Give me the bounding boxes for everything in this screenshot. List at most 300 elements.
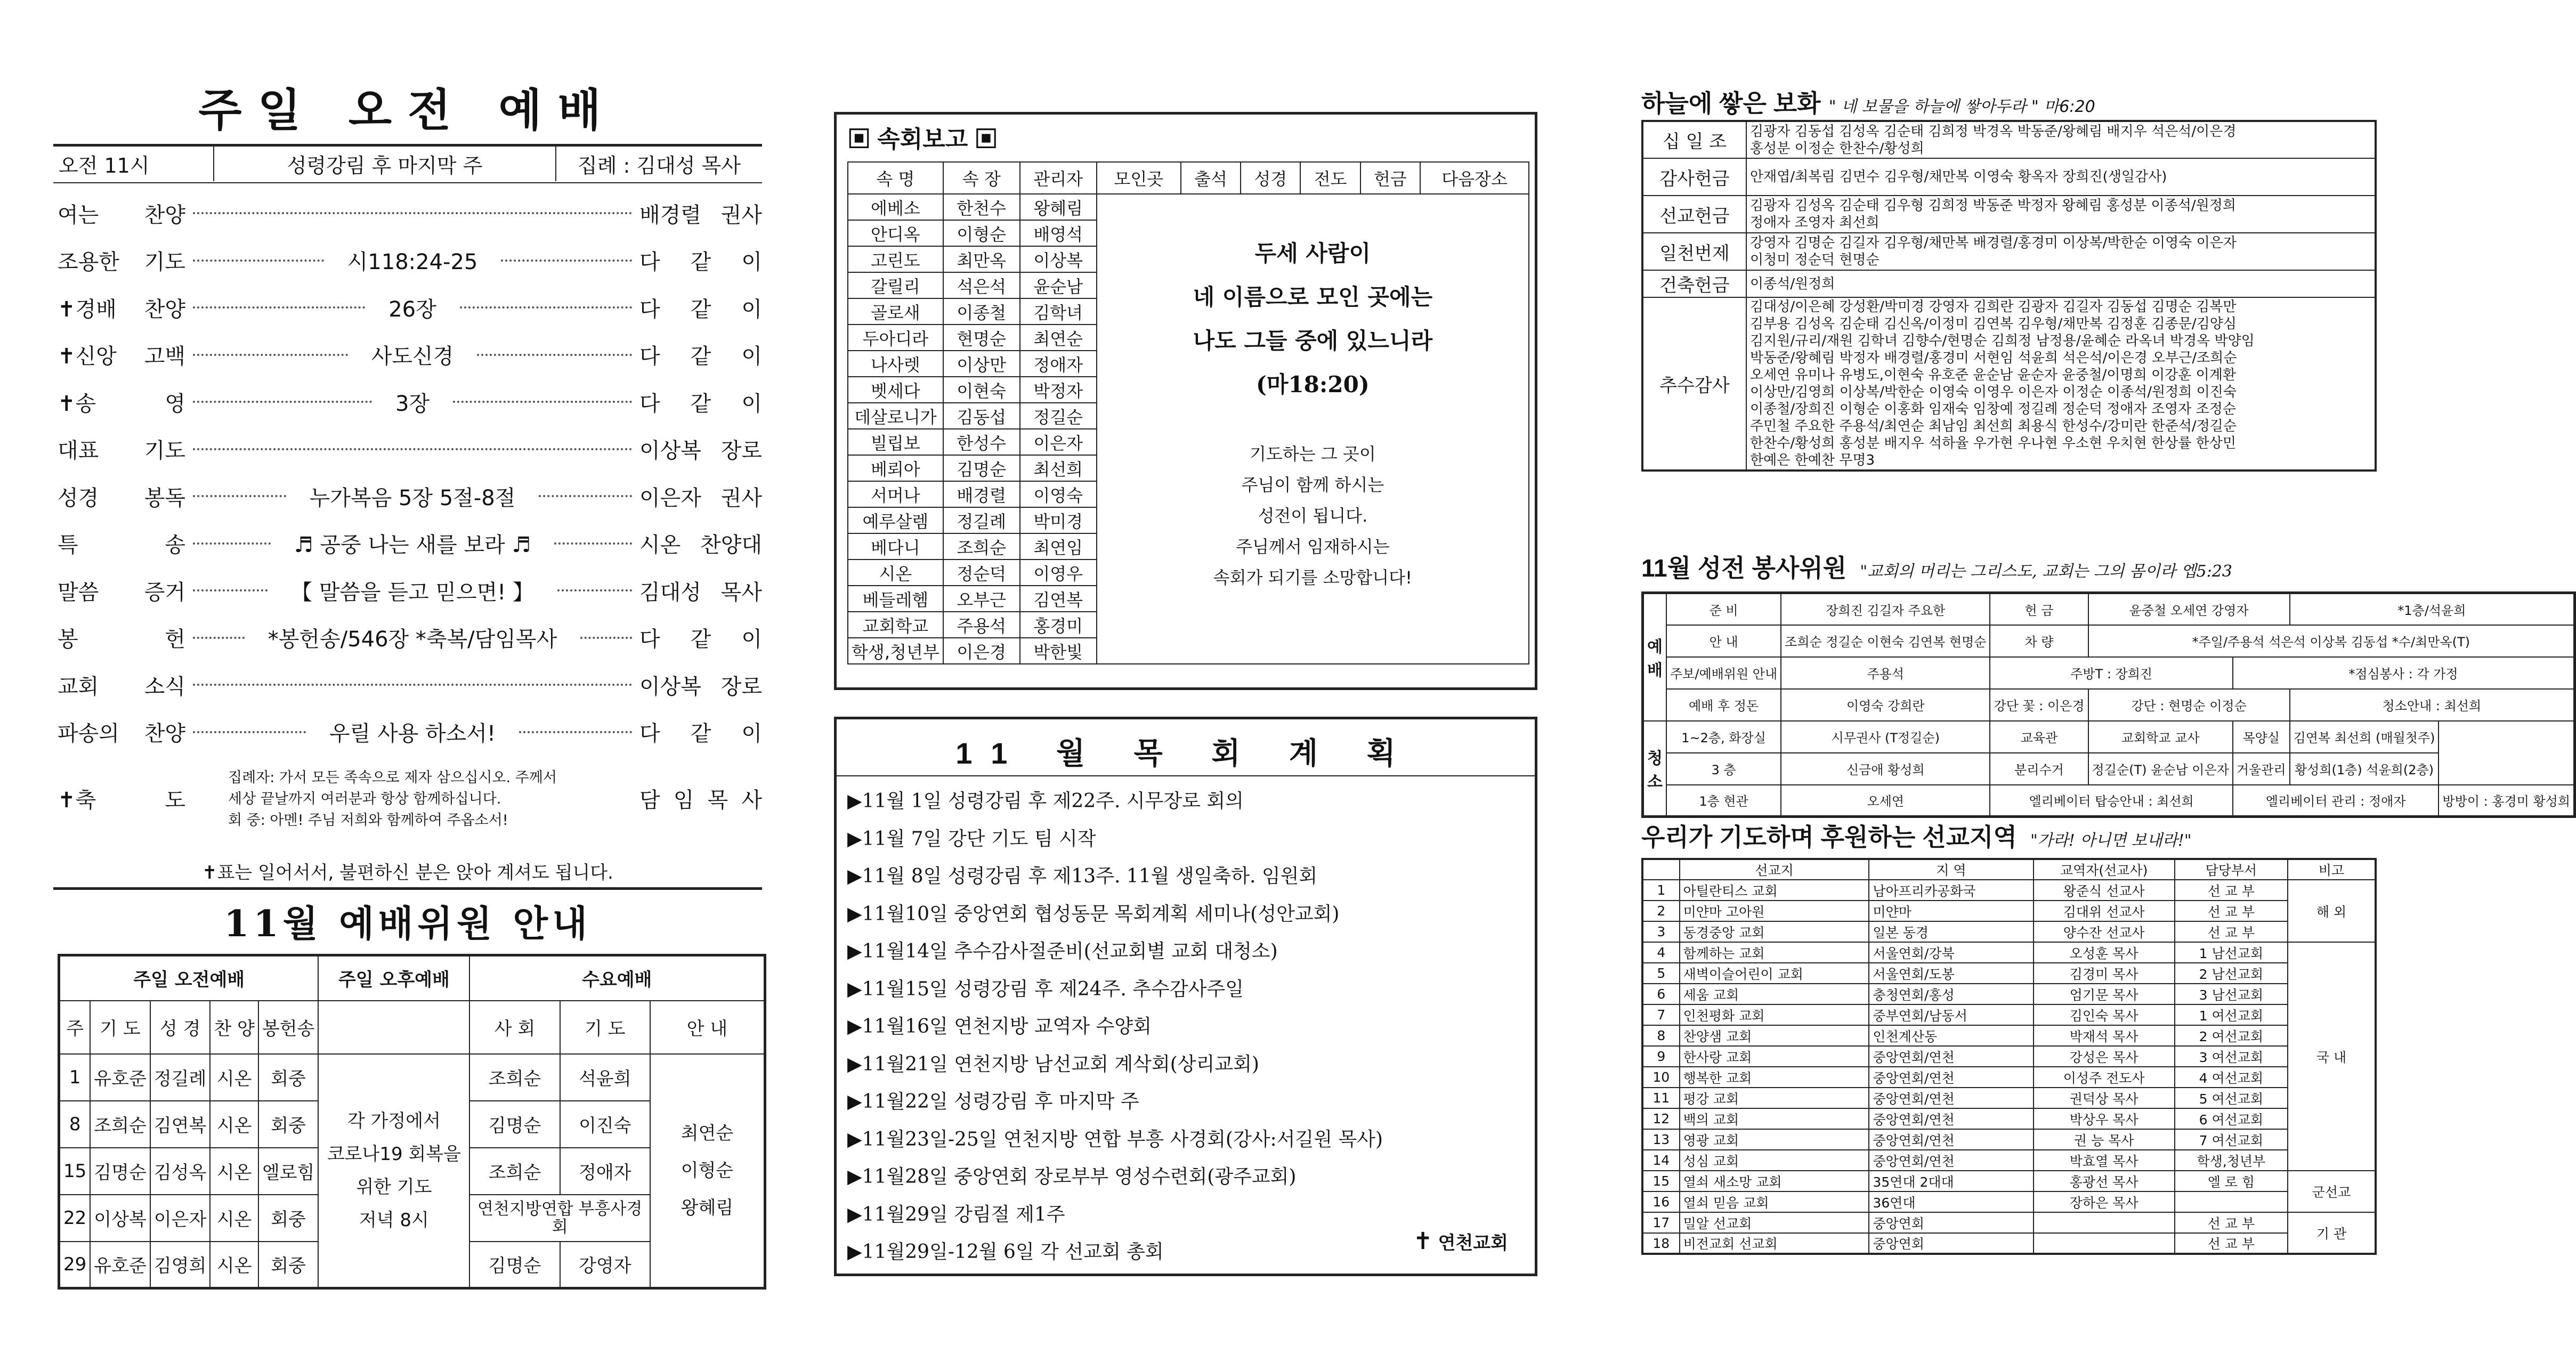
treasure-verse: " 네 보물을 하늘에 쌓아두라 " 마6:20 bbox=[1828, 98, 2095, 116]
cell-value: 베들레헴 bbox=[848, 586, 943, 612]
mission-cell: 홍광선 목사 bbox=[2034, 1171, 2175, 1191]
serve-cell: *점심봉사 : 각 가정 bbox=[2233, 657, 2575, 689]
order-person: 시온 찬양대 bbox=[639, 533, 763, 557]
mission-cell: 중앙연회 bbox=[1869, 1212, 2033, 1233]
worship-title: 주일 오전 예배 bbox=[198, 84, 617, 136]
cell-value: 예루살렘 bbox=[848, 507, 943, 533]
table-row bbox=[1643, 785, 2575, 817]
cell-value: 박한빛 bbox=[1020, 638, 1097, 664]
serve-cell: 강단 꽃 : 이은경 bbox=[1990, 689, 2088, 721]
am-cell: 회중 bbox=[258, 1054, 319, 1101]
mission-cell: 11 bbox=[1642, 1088, 1680, 1108]
serve-cell: 목양실 bbox=[2233, 721, 2290, 753]
names-line: 김부용 김성옥 김순태 김신옥/이정미 김연복 김우형/채만복 김정훈 김종문/김양심 bbox=[1750, 316, 2237, 332]
mission-col-head: 지 역 bbox=[1869, 859, 2033, 880]
mission-cell: 5 bbox=[1642, 963, 1680, 984]
mission-cell: 영광 교회 bbox=[1680, 1129, 1869, 1150]
cell-value: 배영석 bbox=[1020, 220, 1097, 246]
names-line: 안재엽/최복림 김면수 김우형/채만복 이영숙 황옥자 장희진(생일감사) bbox=[1750, 169, 2167, 185]
mission-table bbox=[1641, 858, 2377, 1255]
mission-cell: 찬양샘 교회 bbox=[1680, 1025, 1869, 1046]
names-line: 김지원/규리/재원 김학녀 김향수/현명순 김희정 남정용/윤혜순 라옥녀 박경옥 박양임 bbox=[1750, 333, 2255, 349]
plan-item: ▶11월22일 성령강림 후 마지막 주 bbox=[847, 1091, 1139, 1113]
table-row bbox=[1642, 1025, 2376, 1046]
serve-cell: 시무권사 (T정길순) bbox=[1781, 721, 1990, 753]
leader-dots bbox=[554, 542, 632, 545]
order-person: 이은자 권사 bbox=[639, 485, 763, 510]
mission-cell: 7 여선교회 bbox=[2175, 1129, 2288, 1150]
wed-cell: 강영자 bbox=[560, 1242, 650, 1288]
mission-cell: 1 여선교회 bbox=[2175, 1004, 2288, 1025]
table-row bbox=[1642, 1171, 2376, 1191]
mission-cell: 강성은 목사 bbox=[2034, 1046, 2175, 1067]
cell-value: 박미경 bbox=[1020, 507, 1097, 533]
table-row bbox=[1643, 753, 2575, 785]
offering-names bbox=[1746, 121, 2376, 158]
am-head: 주일 오전예배 bbox=[59, 955, 319, 1001]
table-row bbox=[59, 1054, 765, 1101]
order-row bbox=[58, 574, 762, 606]
order-label: ✝송 영 bbox=[58, 391, 185, 416]
am-cell: 15 bbox=[59, 1148, 91, 1195]
mission-cell: 4 여선교회 bbox=[2175, 1067, 2288, 1088]
serve-cell: 이영숙 강희란 bbox=[1781, 689, 1990, 721]
cell-value: 홍경미 bbox=[1020, 612, 1097, 638]
serve-cell: 주방T : 장희진 bbox=[1990, 657, 2232, 689]
table-row bbox=[848, 194, 1529, 220]
wed-col-head: 사 회 bbox=[469, 1001, 560, 1054]
treasure-table bbox=[1641, 120, 2377, 472]
serve-title: 11월 성전 봉사위원 bbox=[1641, 554, 1847, 582]
prayer-line: 주님께서 임재하시는 bbox=[1236, 537, 1390, 557]
mission-cell: 밀알 선교회 bbox=[1680, 1212, 1869, 1233]
offering-names bbox=[1746, 270, 2376, 297]
names-line: 이종석/원정희 bbox=[1750, 275, 1835, 292]
offering-names bbox=[1746, 233, 2376, 270]
am-cell: 정길례 bbox=[150, 1054, 210, 1101]
table-row bbox=[1642, 158, 2376, 196]
order-person: 다 같 이 bbox=[639, 627, 763, 652]
table-row bbox=[1643, 689, 2575, 721]
leader-dots bbox=[453, 401, 632, 403]
cell-value: 학생,청년부 bbox=[848, 638, 943, 664]
pm-head: 주일 오후예배 bbox=[318, 955, 469, 1001]
am-cell: 김연복 bbox=[150, 1101, 210, 1148]
order-content: 사도신경 bbox=[371, 344, 454, 369]
mission-col-head: 비고 bbox=[2288, 859, 2376, 880]
cell-col-head: 다음장소 bbox=[1420, 162, 1529, 194]
table-row bbox=[1642, 1108, 2376, 1129]
cell-col-head: 전도 bbox=[1300, 162, 1360, 194]
serve-cell: 김연복 최선희 (매월첫주) bbox=[2290, 721, 2439, 753]
benediction-line-2: 세상 끝날까지 여러분과 항상 함께하십니다. bbox=[228, 791, 501, 807]
table-row bbox=[1642, 901, 2376, 921]
serve-cell: 예배 bbox=[1643, 593, 1666, 721]
table-row bbox=[1642, 1212, 2376, 1233]
serve-cell: 교육관 bbox=[1990, 721, 2088, 753]
am-cell: 22 bbox=[59, 1195, 91, 1242]
mission-cell: 서울연회/강북 bbox=[1869, 942, 2033, 963]
leader-dots bbox=[557, 589, 632, 591]
mission-cell: 중앙연회/연천 bbox=[1869, 1088, 2033, 1108]
cell-report-box bbox=[834, 112, 1537, 690]
am-cell: 엘로힘 bbox=[258, 1148, 319, 1195]
serve-cell: 차 량 bbox=[1990, 625, 2088, 657]
table-row bbox=[1642, 1150, 2376, 1171]
mission-cell: 선 교 부 bbox=[2175, 1233, 2288, 1254]
order-content: 【 말씀을 듣고 믿으면! 】 bbox=[291, 580, 534, 605]
cell-value: 오부근 bbox=[943, 586, 1020, 612]
plan-item: ▶11월28일 중앙연회 장로부부 영성수련회(광주교회) bbox=[847, 1166, 1297, 1188]
order-row bbox=[58, 480, 762, 512]
am-cell: 유호준 bbox=[90, 1054, 150, 1101]
mission-cell: 김대위 선교사 bbox=[2034, 901, 2175, 921]
names-line: 주민철 주요한 주용석/최연순 최남임 최선희 최용식 한성수/강미란 한준석/정길순 bbox=[1750, 418, 2237, 434]
serve-cell: 정길순(T) 윤순남 이은자 bbox=[2088, 753, 2233, 785]
order-row bbox=[58, 716, 762, 748]
verse bbox=[1100, 232, 1525, 407]
mission-cell: 3 여선교회 bbox=[2175, 1046, 2288, 1067]
cell-report-title: ▣ 속회보고 ▣ bbox=[847, 126, 998, 152]
names-line: 한찬수/황성희 홍성분 배지우 석하율 우가현 우나현 우소현 우치현 한상률 한상민 bbox=[1750, 435, 2236, 451]
mission-cell: 남아프리카공화국 bbox=[1869, 880, 2033, 901]
cell-value: 배경렬 bbox=[943, 481, 1020, 507]
mission-cell: 17 bbox=[1642, 1212, 1680, 1233]
mission-cell bbox=[2175, 1191, 2288, 1212]
wed-cell: 김명순 bbox=[469, 1242, 560, 1288]
cell-value: 최연순 bbox=[1020, 325, 1097, 351]
table-row bbox=[1643, 593, 2575, 625]
order-content: 26장 bbox=[388, 297, 436, 322]
mission-cell bbox=[2034, 1233, 2175, 1254]
mission-cell: 한사랑 교회 bbox=[1680, 1046, 1869, 1067]
serve-cell: 1층 현관 bbox=[1666, 785, 1781, 817]
cell-value: 이형순 bbox=[943, 220, 1020, 246]
order-content: *봉헌송/546장 *축복/담임목사 bbox=[268, 627, 557, 652]
order-person: 다 같 이 bbox=[639, 250, 763, 274]
table-row bbox=[1642, 942, 2376, 963]
am-cell: 회중 bbox=[258, 1242, 319, 1288]
standing-note: ✝표는 일어서서, 불편하신 분은 앉아 계셔도 됩니다. bbox=[202, 862, 613, 883]
am-cell: 1 bbox=[59, 1054, 91, 1101]
serve-cell: 엘리베이터 관리 : 정애자 bbox=[2233, 785, 2439, 817]
order-content: 누가복음 5장 5절-8절 bbox=[309, 485, 516, 510]
cell-value: 시온 bbox=[848, 560, 943, 586]
mission-cell: 성심 교회 bbox=[1680, 1150, 1869, 1171]
verse-line: (마18:20) bbox=[1256, 371, 1370, 398]
table-row bbox=[1642, 297, 2376, 471]
mission-note: 해 외 bbox=[2288, 880, 2376, 942]
cell-value: 이은경 bbox=[943, 638, 1020, 664]
serve-cell: 분리수거 bbox=[1990, 753, 2088, 785]
wed-col-head: 기 도 bbox=[560, 1001, 650, 1054]
leader-dots bbox=[477, 354, 632, 356]
mission-cell: 김인숙 목사 bbox=[2034, 1004, 2175, 1025]
order-content: 우릴 사용 하소서! bbox=[329, 721, 496, 746]
am-cell: 시온 bbox=[210, 1195, 258, 1242]
names-line: 정애자 조영자 최선희 bbox=[1750, 215, 1880, 231]
prayer-line: 기도하는 그 곳이 bbox=[1250, 444, 1376, 464]
order-row bbox=[58, 245, 762, 277]
am-cell: 시온 bbox=[210, 1054, 258, 1101]
order-content: 시118:24-25 bbox=[347, 250, 478, 274]
cell-value: 이영숙 bbox=[1020, 481, 1097, 507]
cell-value: 베뢰아 bbox=[848, 455, 943, 481]
order-label: ✝신앙 고백 bbox=[58, 344, 185, 369]
mission-cell: 3 bbox=[1642, 921, 1680, 942]
benediction-label: ✝축 도 bbox=[58, 788, 185, 813]
serve-cell: 준 비 bbox=[1666, 593, 1781, 625]
am-cell: 29 bbox=[59, 1242, 91, 1288]
names-line: 오세연 유미나 유병도,이현숙 유호준 윤순남 윤순자 윤중철/이명희 이강훈 이계환 bbox=[1750, 367, 2236, 383]
mission-cell: 비전교회 선교회 bbox=[1680, 1233, 1869, 1254]
mission-cell: 인천평화 교회 bbox=[1680, 1004, 1869, 1025]
serve-cell: 3 층 bbox=[1666, 753, 1781, 785]
pm-line: 위한 기도 bbox=[356, 1176, 432, 1198]
order-row bbox=[58, 528, 762, 560]
am-cell: 회중 bbox=[258, 1101, 319, 1148]
mission-cell: 행복한 교회 bbox=[1680, 1067, 1869, 1088]
cell-value: 빌립보 bbox=[848, 429, 943, 455]
serve-cell: 청소 bbox=[1643, 721, 1666, 817]
mission-cell: 2 남선교회 bbox=[2175, 963, 2288, 984]
serve-cell: 헌 금 bbox=[1990, 593, 2088, 625]
mission-cell: 중앙연회 bbox=[1869, 1233, 2033, 1254]
mission-cell: 함께하는 교회 bbox=[1680, 942, 1869, 963]
mission-cell bbox=[2034, 1212, 2175, 1233]
cell-value: 최연임 bbox=[1020, 533, 1097, 560]
mission-cell: 4 bbox=[1642, 942, 1680, 963]
mission-cell: 세움 교회 bbox=[1680, 984, 1869, 1004]
order-person: 다 같 이 bbox=[639, 721, 763, 746]
mission-cell: 아틸란티스 교회 bbox=[1680, 880, 1869, 901]
mission-col-head: 교역자(선교사) bbox=[2034, 859, 2175, 880]
leader-dots bbox=[193, 542, 271, 545]
cell-value: 벳세다 bbox=[848, 377, 943, 403]
table-row bbox=[1642, 1233, 2376, 1254]
plan-item: ▶11월15일 성령강림 후 제24주. 추수감사주일 bbox=[847, 978, 1244, 1000]
names-line: 박동준/왕혜림 박정자 배경렬/홍경미 서현임 석윤희 석은석/이은경 오부근/조희순 bbox=[1750, 350, 2237, 366]
table-row bbox=[1642, 270, 2376, 297]
cell-value: 나사렛 bbox=[848, 351, 943, 377]
am-cell: 김성옥 bbox=[150, 1148, 210, 1195]
leader-dots bbox=[193, 637, 245, 639]
cell-col-head: 속 명 bbox=[848, 162, 943, 194]
mission-cell: 6 여선교회 bbox=[2175, 1108, 2288, 1129]
mission-col-head: 선교지 bbox=[1680, 859, 1869, 880]
mission-cell: 열쇠 새소망 교회 bbox=[1680, 1171, 1869, 1191]
pm-blank bbox=[318, 1001, 469, 1054]
table-row bbox=[1642, 1129, 2376, 1150]
guide-name: 이형순 bbox=[681, 1159, 734, 1181]
cell-value: 김학녀 bbox=[1020, 298, 1097, 325]
serve-cell: 주용석 bbox=[1781, 657, 1990, 689]
serve-cell: 주보/예배위원 안내 bbox=[1666, 657, 1781, 689]
cell-value: 왕혜림 bbox=[1020, 194, 1097, 220]
leader-dots bbox=[193, 354, 348, 356]
order-row bbox=[58, 622, 762, 654]
serve-cell: 교회학교 교사 bbox=[2088, 721, 2233, 753]
plan-item: ▶11월 8일 성령강림 후 제13주. 11월 생일축하. 임원회 bbox=[847, 865, 1318, 887]
cell-col-head: 속 장 bbox=[943, 162, 1020, 194]
table-row bbox=[1642, 196, 2376, 233]
leader-dots bbox=[193, 212, 632, 214]
am-cell: 시온 bbox=[210, 1148, 258, 1195]
cell-value: 데살로니가 bbox=[848, 403, 943, 429]
wed-cell: 정애자 bbox=[560, 1148, 650, 1195]
cell-value: 이영우 bbox=[1020, 560, 1097, 586]
names-line: 강영자 김명순 김길자 김우형/채만복 배경렬/홍경미 이상복/박한순 이영숙 이은자 bbox=[1750, 235, 2237, 251]
cell-value: 정순덕 bbox=[943, 560, 1020, 586]
mission-cell: 3 남선교회 bbox=[2175, 984, 2288, 1004]
offering-names bbox=[1746, 196, 2376, 233]
benediction bbox=[58, 757, 762, 837]
wed-cell: 연천지방연합 부흥사경회 bbox=[469, 1195, 650, 1242]
mission-cell: 중앙연회/연천 bbox=[1869, 1108, 2033, 1129]
serve-table bbox=[1641, 591, 2576, 818]
plan-title: 11 월 목 회 계 획 bbox=[955, 736, 1416, 770]
am-col-head: 봉헌송 bbox=[258, 1001, 319, 1054]
order-content: ♬ 공중 나는 새를 보라 ♬ bbox=[294, 533, 531, 557]
mission-cell: 5 여선교회 bbox=[2175, 1088, 2288, 1108]
cell-value: 현명순 bbox=[943, 325, 1020, 351]
serve-cell: 황성희(1층) 석윤희(2층) bbox=[2290, 753, 2439, 785]
mission-cell: 동경중앙 교회 bbox=[1680, 921, 1869, 942]
cross-icon: ✝ bbox=[1413, 1228, 1433, 1255]
mission-cell: 미얀마 bbox=[1869, 901, 2033, 921]
order-content: 3장 bbox=[395, 391, 430, 416]
cell-value: 이상복 bbox=[1020, 246, 1097, 272]
worship-leader: 집례 : 김대성 목사 bbox=[578, 154, 741, 177]
wed-guide bbox=[650, 1054, 765, 1288]
order-label: 대표 기도 bbox=[58, 439, 185, 463]
cell-value: 한성수 bbox=[943, 429, 1020, 455]
mission-verse: "가라! 아니면 보내라!" bbox=[2030, 831, 2192, 850]
cell-col-head: 성경 bbox=[1241, 162, 1300, 194]
am-col-head: 주 bbox=[59, 1001, 91, 1054]
leader-dots bbox=[193, 260, 324, 262]
order-person: 다 같 이 bbox=[639, 344, 762, 369]
serve-header bbox=[1641, 549, 2232, 584]
order-label: 말씀 증거 bbox=[58, 580, 185, 605]
serve-cell: 엘리베이터 탑승안내 : 최선희 bbox=[1990, 785, 2232, 817]
am-cell: 8 bbox=[59, 1101, 91, 1148]
mission-cell: 7 bbox=[1642, 1004, 1680, 1025]
cell-value: 조희순 bbox=[943, 533, 1020, 560]
serve-cell: 청소안내 : 최선희 bbox=[2290, 689, 2575, 721]
cell-value: 교회학교 bbox=[848, 612, 943, 638]
cell-value: 김명순 bbox=[943, 455, 1020, 481]
order-label: 파송의 찬양 bbox=[58, 721, 185, 746]
leader-dots bbox=[460, 306, 632, 309]
am-cell: 이은자 bbox=[150, 1195, 210, 1242]
leader-dots bbox=[193, 589, 268, 591]
names-line: 이종철/장희진 이형순 이홍화 임재숙 임창예 정길례 정순덕 정애자 조영자 조정순 bbox=[1750, 401, 2236, 417]
offering-type: 선교헌금 bbox=[1642, 196, 1746, 233]
leader-dots bbox=[193, 731, 306, 733]
table-row bbox=[1642, 963, 2376, 984]
cell-value: 안디옥 bbox=[848, 220, 943, 246]
mission-cell: 중앙연회/연천 bbox=[1869, 1067, 2033, 1088]
leader-dots bbox=[519, 731, 632, 733]
church-logo-name: 연천교회 bbox=[1438, 1233, 1508, 1254]
cell-value: 최선희 bbox=[1020, 455, 1097, 481]
mission-cell: 왕준식 선교사 bbox=[2034, 880, 2175, 901]
mission-col-head bbox=[1642, 859, 1680, 880]
mission-cell: 박효열 목사 bbox=[2034, 1150, 2175, 1171]
mission-header bbox=[1641, 818, 2192, 853]
mission-col-head: 담당부서 bbox=[2175, 859, 2288, 880]
mission-cell: 엘 로 힘 bbox=[2175, 1171, 2288, 1191]
mission-cell: 박재석 목사 bbox=[2034, 1025, 2175, 1046]
order-person: 다 같 이 bbox=[639, 297, 763, 322]
mission-cell: 서울연회/도봉 bbox=[1869, 963, 2033, 984]
staff-title: 11월 예배위원 안내 bbox=[224, 903, 592, 945]
mission-cell: 16 bbox=[1642, 1191, 1680, 1212]
table-row bbox=[1642, 1004, 2376, 1025]
cell-value: 석은석 bbox=[943, 272, 1020, 298]
am-cell: 김명순 bbox=[90, 1148, 150, 1195]
leader-dots bbox=[501, 260, 632, 262]
mission-cell: 중앙연회/연천 bbox=[1869, 1129, 2033, 1150]
mission-cell: 권 능 목사 bbox=[2034, 1129, 2175, 1150]
benediction-line-3: 회 중: 아멘! 주님 저희와 함께하여 주옵소서! bbox=[228, 812, 508, 829]
mission-cell: 중부연회/남동서 bbox=[1869, 1004, 2033, 1025]
order-label: 봉 헌 bbox=[58, 627, 185, 652]
names-line: 김대성/이은혜 강성환/박미경 강영자 김희란 김광자 김길자 김동섭 김명순 김복만 bbox=[1750, 299, 2237, 315]
mission-cell: 백의 교회 bbox=[1680, 1108, 1869, 1129]
names-line: 김광자 김동섭 김성옥 김순태 김희정 박경옥 박동준/왕혜림 배지우 석은석/이은경 bbox=[1750, 123, 2237, 140]
am-col-head: 기 도 bbox=[90, 1001, 150, 1054]
serve-cell: *1층/석윤희 bbox=[2290, 593, 2575, 625]
treasure-title: 하늘에 쌓은 보화 bbox=[1641, 90, 1821, 117]
wed-cell: 김명순 bbox=[469, 1101, 560, 1148]
leader-dots bbox=[193, 495, 286, 497]
serve-cell: 강단 : 현명순 이정순 bbox=[2088, 689, 2290, 721]
plan-item: ▶11월29일 강림절 제1주 bbox=[847, 1203, 1065, 1226]
cell-value: 정길순 bbox=[1020, 403, 1097, 429]
mission-cell: 중앙연회/연천 bbox=[1869, 1046, 2033, 1067]
cell-value: 박정자 bbox=[1020, 377, 1097, 403]
pm-line: 저녁 8시 bbox=[359, 1209, 429, 1231]
cell-value: 에베소 bbox=[848, 194, 943, 220]
table-row bbox=[1642, 1088, 2376, 1108]
table-row bbox=[1642, 1067, 2376, 1088]
table-row bbox=[1642, 859, 2376, 880]
guide-name: 왕혜림 bbox=[681, 1197, 734, 1219]
benediction-line-1: 집례자: 가서 모든 족속으로 제자 삼으십시오. 주께서 bbox=[228, 769, 557, 786]
benediction-leader: 담 임 목 사 bbox=[639, 788, 762, 813]
cell-value: 서머나 bbox=[848, 481, 943, 507]
sunday-name: 성령강림 후 마지막 주 bbox=[213, 147, 556, 181]
mission-cell: 18 bbox=[1642, 1233, 1680, 1254]
mission-cell: 15 bbox=[1642, 1171, 1680, 1191]
cell-table bbox=[847, 161, 1529, 664]
serve-cell: 거울관리 bbox=[2233, 753, 2290, 785]
mission-cell: 2 bbox=[1642, 901, 1680, 921]
table-row bbox=[1643, 721, 2575, 753]
mission-cell: 중앙연회/연천 bbox=[1869, 1150, 2033, 1171]
mission-cell: 선 교 부 bbox=[2175, 1212, 2288, 1233]
serve-cell: 장희진 김길자 주요한 bbox=[1781, 593, 1990, 625]
mission-cell: 충청연회/홍성 bbox=[1869, 984, 2033, 1004]
serve-cell: 윤중철 오세연 강영자 bbox=[2088, 593, 2290, 625]
am-cell: 유호준 bbox=[90, 1242, 150, 1288]
order-row bbox=[58, 433, 762, 465]
serve-cell: 안 내 bbox=[1666, 625, 1781, 657]
table-row bbox=[1642, 121, 2376, 158]
cell-col-head: 관리자 bbox=[1020, 162, 1097, 194]
